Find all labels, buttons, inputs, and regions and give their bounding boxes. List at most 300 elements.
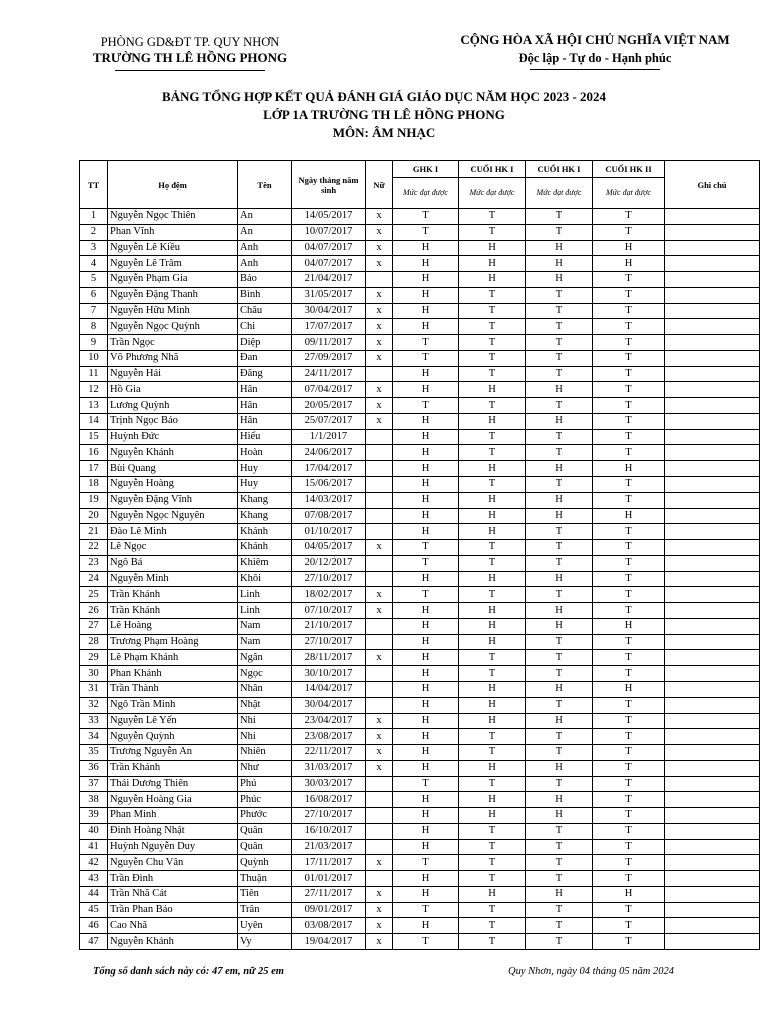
cell-cuoi-hk2: T bbox=[593, 634, 665, 650]
cell-ghk1: H bbox=[393, 839, 459, 855]
cell-tt: 30 bbox=[80, 666, 108, 682]
cell-ten: Như bbox=[238, 760, 292, 776]
cell-ho-dem: Trần Nhã Cát bbox=[108, 886, 238, 902]
cell-cuoi-hk1-a: T bbox=[459, 366, 526, 382]
cell-ho-dem: Đào Lê Minh bbox=[108, 524, 238, 540]
cell-cuoi-hk1-b: T bbox=[526, 745, 593, 761]
cell-nu: x bbox=[366, 760, 393, 776]
cell-cuoi-hk1-b: T bbox=[526, 902, 593, 918]
cell-ngay-sinh: 03/08/2017 bbox=[292, 918, 366, 934]
cell-ghk1: H bbox=[393, 886, 459, 902]
cell-nu: x bbox=[366, 745, 393, 761]
cell-ghi-chu bbox=[665, 303, 760, 319]
cell-nu: x bbox=[366, 540, 393, 556]
cell-ho-dem: Ngô Trần Minh bbox=[108, 697, 238, 713]
cell-ghi-chu bbox=[665, 650, 760, 666]
department-name: PHÒNG GD&ĐT TP. QUY NHƠN bbox=[100, 35, 280, 49]
cell-ten: Bảo bbox=[238, 272, 292, 288]
cell-ngay-sinh: 27/10/2017 bbox=[292, 808, 366, 824]
table-row bbox=[80, 461, 760, 477]
table-row bbox=[80, 319, 760, 335]
cell-cuoi-hk1-b: H bbox=[526, 713, 593, 729]
table-row bbox=[80, 934, 760, 950]
cell-nu: x bbox=[366, 350, 393, 366]
cell-cuoi-hk1-b: H bbox=[526, 618, 593, 634]
cell-cuoi-hk2: T bbox=[593, 666, 665, 682]
cell-nu bbox=[366, 429, 393, 445]
cell-cuoi-hk1-a: H bbox=[459, 382, 526, 398]
cell-nu: x bbox=[366, 224, 393, 240]
cell-ngay-sinh: 30/10/2017 bbox=[292, 666, 366, 682]
cell-cuoi-hk2: T bbox=[593, 792, 665, 808]
cell-cuoi-hk2: T bbox=[593, 808, 665, 824]
cell-nu bbox=[366, 634, 393, 650]
cell-ghi-chu bbox=[665, 209, 760, 225]
cell-tt: 3 bbox=[80, 240, 108, 256]
cell-cuoi-hk1-b: T bbox=[526, 650, 593, 666]
cell-ghi-chu bbox=[665, 776, 760, 792]
cell-tt: 1 bbox=[80, 209, 108, 225]
cell-cuoi-hk1-a: H bbox=[459, 886, 526, 902]
cell-cuoi-hk1-a: T bbox=[459, 666, 526, 682]
national-header bbox=[440, 31, 750, 70]
cell-ghi-chu bbox=[665, 681, 760, 697]
table-row bbox=[80, 808, 760, 824]
cell-cuoi-hk1-b: T bbox=[526, 224, 593, 240]
cell-tt: 40 bbox=[80, 823, 108, 839]
cell-ngay-sinh: 16/10/2017 bbox=[292, 823, 366, 839]
cell-tt: 28 bbox=[80, 634, 108, 650]
cell-ho-dem: Phan Vĩnh bbox=[108, 224, 238, 240]
cell-ghi-chu bbox=[665, 272, 760, 288]
table-row bbox=[80, 571, 760, 587]
cell-tt: 7 bbox=[80, 303, 108, 319]
cell-nu bbox=[366, 681, 393, 697]
table-row bbox=[80, 256, 760, 272]
cell-ngay-sinh: 07/08/2017 bbox=[292, 508, 366, 524]
cell-ngay-sinh: 04/07/2017 bbox=[292, 256, 366, 272]
cell-cuoi-hk1-b: H bbox=[526, 461, 593, 477]
cell-cuoi-hk2: T bbox=[593, 571, 665, 587]
cell-ten: Quân bbox=[238, 823, 292, 839]
cell-tt: 37 bbox=[80, 776, 108, 792]
cell-ten: Thuận bbox=[238, 871, 292, 887]
cell-cuoi-hk1-b: T bbox=[526, 839, 593, 855]
cell-cuoi-hk1-a: T bbox=[459, 650, 526, 666]
document-titles bbox=[0, 88, 768, 142]
cell-ngay-sinh: 22/11/2017 bbox=[292, 745, 366, 761]
cell-ten: Nhiên bbox=[238, 745, 292, 761]
cell-cuoi-hk2: H bbox=[593, 886, 665, 902]
cell-ho-dem: Lê Ngọc bbox=[108, 540, 238, 556]
table-row bbox=[80, 382, 760, 398]
cell-ngay-sinh: 19/04/2017 bbox=[292, 934, 366, 950]
table-row bbox=[80, 587, 760, 603]
table-row bbox=[80, 413, 760, 429]
cell-cuoi-hk2: T bbox=[593, 413, 665, 429]
cell-nu bbox=[366, 492, 393, 508]
cell-nu bbox=[366, 272, 393, 288]
cell-cuoi-hk1-b: T bbox=[526, 634, 593, 650]
cell-ten: Nhi bbox=[238, 713, 292, 729]
cell-cuoi-hk1-b: T bbox=[526, 776, 593, 792]
cell-ghk1: T bbox=[393, 587, 459, 603]
cell-ghi-chu bbox=[665, 886, 760, 902]
cell-ghk1: T bbox=[393, 776, 459, 792]
cell-cuoi-hk1-b: H bbox=[526, 571, 593, 587]
col-header-cuoi-hk2: CUỐI HK II bbox=[593, 161, 665, 178]
cell-ghk1: H bbox=[393, 287, 459, 303]
cell-ho-dem: Huỳnh Nguyễn Duy bbox=[108, 839, 238, 855]
col-header-ten: Tên bbox=[238, 161, 292, 209]
cell-ghi-chu bbox=[665, 477, 760, 493]
col-header-ho-dem: Họ đệm bbox=[108, 161, 238, 209]
cell-ho-dem: Võ Phương Nhã bbox=[108, 350, 238, 366]
table-row bbox=[80, 209, 760, 225]
cell-ten: Hoàn bbox=[238, 445, 292, 461]
cell-tt: 27 bbox=[80, 618, 108, 634]
cell-ho-dem: Nguyễn Chu Vân bbox=[108, 855, 238, 871]
table-row bbox=[80, 477, 760, 493]
cell-cuoi-hk1-b: T bbox=[526, 729, 593, 745]
cell-ghi-chu bbox=[665, 823, 760, 839]
col-header-cuoi-hk1-a: CUỐI HK I bbox=[459, 161, 526, 178]
cell-ghk1: H bbox=[393, 745, 459, 761]
cell-ho-dem: Nguyễn Minh bbox=[108, 571, 238, 587]
cell-tt: 14 bbox=[80, 413, 108, 429]
cell-ngay-sinh: 10/07/2017 bbox=[292, 224, 366, 240]
table-row bbox=[80, 886, 760, 902]
table-row bbox=[80, 697, 760, 713]
cell-cuoi-hk1-a: T bbox=[459, 555, 526, 571]
cell-cuoi-hk1-a: T bbox=[459, 303, 526, 319]
cell-nu: x bbox=[366, 650, 393, 666]
cell-ho-dem: Trần Phan Bảo bbox=[108, 902, 238, 918]
table-row bbox=[80, 224, 760, 240]
place-date: Quy Nhơn, ngày 04 tháng 05 năm 2024 bbox=[508, 966, 675, 977]
cell-ngay-sinh: 09/11/2017 bbox=[292, 335, 366, 351]
cell-cuoi-hk1-a: T bbox=[459, 776, 526, 792]
col-header-ngay-sinh: Ngày tháng năm sinh bbox=[292, 161, 366, 209]
cell-tt: 25 bbox=[80, 587, 108, 603]
cell-ten: Ngân bbox=[238, 650, 292, 666]
nation-name: CỘNG HÒA XÃ HỘI CHỦ NGHĨA VIỆT NAM bbox=[460, 32, 730, 47]
cell-ngay-sinh: 31/05/2017 bbox=[292, 287, 366, 303]
cell-ho-dem: Trần Khánh bbox=[108, 760, 238, 776]
cell-tt: 6 bbox=[80, 287, 108, 303]
col-header-nu: Nữ bbox=[366, 161, 393, 209]
cell-cuoi-hk1-b: T bbox=[526, 697, 593, 713]
cell-cuoi-hk2: T bbox=[593, 555, 665, 571]
cell-nu: x bbox=[366, 603, 393, 619]
cell-ghk1: H bbox=[393, 697, 459, 713]
cell-ngay-sinh: 18/02/2017 bbox=[292, 587, 366, 603]
cell-ten: Chi bbox=[238, 319, 292, 335]
cell-ten: Quân bbox=[238, 839, 292, 855]
cell-tt: 36 bbox=[80, 760, 108, 776]
table-row bbox=[80, 366, 760, 382]
cell-ghk1: H bbox=[393, 618, 459, 634]
cell-ghk1: H bbox=[393, 461, 459, 477]
subheader-muc-dat: Mức đạt được bbox=[393, 178, 459, 209]
cell-tt: 2 bbox=[80, 224, 108, 240]
cell-nu bbox=[366, 508, 393, 524]
cell-cuoi-hk1-a: T bbox=[459, 429, 526, 445]
table-row bbox=[80, 871, 760, 887]
cell-cuoi-hk2: T bbox=[593, 477, 665, 493]
cell-ten: Uyên bbox=[238, 918, 292, 934]
cell-cuoi-hk1-a: T bbox=[459, 918, 526, 934]
cell-ten: Phú bbox=[238, 776, 292, 792]
cell-cuoi-hk1-a: H bbox=[459, 240, 526, 256]
cell-tt: 44 bbox=[80, 886, 108, 902]
cell-cuoi-hk1-a: T bbox=[459, 729, 526, 745]
col-header-ghk1: GHK I bbox=[393, 161, 459, 178]
cell-tt: 41 bbox=[80, 839, 108, 855]
cell-cuoi-hk1-b: T bbox=[526, 540, 593, 556]
cell-ho-dem: Nguyễn Hoàng Gia bbox=[108, 792, 238, 808]
table-row bbox=[80, 303, 760, 319]
cell-cuoi-hk1-b: H bbox=[526, 792, 593, 808]
cell-ngay-sinh: 1/1/2017 bbox=[292, 429, 366, 445]
cell-cuoi-hk1-a: T bbox=[459, 839, 526, 855]
cell-ghk1: H bbox=[393, 524, 459, 540]
cell-cuoi-hk1-b: T bbox=[526, 429, 593, 445]
cell-cuoi-hk1-a: T bbox=[459, 934, 526, 950]
cell-ten: Đăng bbox=[238, 366, 292, 382]
cell-ten: Nhật bbox=[238, 697, 292, 713]
cell-ghk1: H bbox=[393, 650, 459, 666]
cell-ho-dem: Huỳnh Đức bbox=[108, 429, 238, 445]
cell-tt: 39 bbox=[80, 808, 108, 824]
cell-cuoi-hk2: T bbox=[593, 382, 665, 398]
table-row bbox=[80, 429, 760, 445]
cell-cuoi-hk1-a: T bbox=[459, 398, 526, 414]
cell-ten: Hiếu bbox=[238, 429, 292, 445]
cell-cuoi-hk1-b: H bbox=[526, 492, 593, 508]
cell-cuoi-hk1-b: H bbox=[526, 681, 593, 697]
cell-cuoi-hk2: T bbox=[593, 871, 665, 887]
cell-ho-dem: Trịnh Ngọc Bảo bbox=[108, 413, 238, 429]
cell-ho-dem: Lương Quỳnh bbox=[108, 398, 238, 414]
cell-cuoi-hk1-a: H bbox=[459, 760, 526, 776]
results-table bbox=[79, 160, 760, 950]
cell-ho-dem: Nguyễn Đặng Vĩnh bbox=[108, 492, 238, 508]
cell-cuoi-hk2: T bbox=[593, 855, 665, 871]
cell-cuoi-hk2: T bbox=[593, 776, 665, 792]
cell-ho-dem: Nguyễn Hải bbox=[108, 366, 238, 382]
cell-ghk1: T bbox=[393, 855, 459, 871]
cell-cuoi-hk2: H bbox=[593, 681, 665, 697]
cell-nu: x bbox=[366, 934, 393, 950]
cell-ghk1: H bbox=[393, 713, 459, 729]
cell-ngay-sinh: 31/03/2017 bbox=[292, 760, 366, 776]
cell-ghi-chu bbox=[665, 524, 760, 540]
cell-cuoi-hk1-b: T bbox=[526, 350, 593, 366]
cell-cuoi-hk1-b: T bbox=[526, 587, 593, 603]
cell-cuoi-hk1-b: H bbox=[526, 240, 593, 256]
cell-cuoi-hk2: T bbox=[593, 303, 665, 319]
cell-cuoi-hk1-a: H bbox=[459, 461, 526, 477]
cell-ngay-sinh: 30/04/2017 bbox=[292, 303, 366, 319]
cell-cuoi-hk1-a: H bbox=[459, 681, 526, 697]
cell-ten: Khôi bbox=[238, 571, 292, 587]
cell-ghk1: T bbox=[393, 209, 459, 225]
cell-ghk1: H bbox=[393, 429, 459, 445]
table-row bbox=[80, 729, 760, 745]
cell-ghk1: T bbox=[393, 224, 459, 240]
cell-ghk1: H bbox=[393, 319, 459, 335]
cell-nu bbox=[366, 666, 393, 682]
cell-ten: Đan bbox=[238, 350, 292, 366]
cell-cuoi-hk2: H bbox=[593, 508, 665, 524]
cell-ho-dem: Trần Đình bbox=[108, 871, 238, 887]
school-underline bbox=[115, 70, 265, 71]
cell-ho-dem: Nguyễn Quỳnh bbox=[108, 729, 238, 745]
cell-ghk1: T bbox=[393, 398, 459, 414]
cell-ghk1: T bbox=[393, 350, 459, 366]
cell-ten: Hân bbox=[238, 413, 292, 429]
cell-ho-dem: Nguyễn Ngọc Thiên bbox=[108, 209, 238, 225]
cell-tt: 10 bbox=[80, 350, 108, 366]
cell-ho-dem: Nguyễn Đặng Thanh bbox=[108, 287, 238, 303]
cell-ghi-chu bbox=[665, 902, 760, 918]
cell-cuoi-hk1-b: H bbox=[526, 886, 593, 902]
cell-cuoi-hk2: T bbox=[593, 823, 665, 839]
cell-nu bbox=[366, 618, 393, 634]
cell-cuoi-hk2: T bbox=[593, 760, 665, 776]
cell-tt: 38 bbox=[80, 792, 108, 808]
cell-cuoi-hk2: T bbox=[593, 603, 665, 619]
cell-ho-dem: Cao Nhã bbox=[108, 918, 238, 934]
cell-cuoi-hk1-b: T bbox=[526, 871, 593, 887]
cell-ghk1: H bbox=[393, 571, 459, 587]
cell-nu: x bbox=[366, 382, 393, 398]
table-row bbox=[80, 240, 760, 256]
cell-nu: x bbox=[366, 855, 393, 871]
cell-nu bbox=[366, 445, 393, 461]
cell-tt: 19 bbox=[80, 492, 108, 508]
col-header-ghi-chu: Ghi chú bbox=[665, 161, 760, 209]
cell-ghi-chu bbox=[665, 540, 760, 556]
cell-nu: x bbox=[366, 335, 393, 351]
cell-cuoi-hk2: T bbox=[593, 319, 665, 335]
cell-ten: Tiên bbox=[238, 886, 292, 902]
cell-ho-dem: Nguyễn Phạm Gia bbox=[108, 272, 238, 288]
cell-cuoi-hk1-b: T bbox=[526, 287, 593, 303]
cell-ghk1: T bbox=[393, 902, 459, 918]
motto-underline bbox=[530, 69, 660, 70]
cell-tt: 46 bbox=[80, 918, 108, 934]
table-row bbox=[80, 540, 760, 556]
cell-nu: x bbox=[366, 287, 393, 303]
table-row bbox=[80, 839, 760, 855]
cell-ten: Diệp bbox=[238, 335, 292, 351]
cell-tt: 13 bbox=[80, 398, 108, 414]
cell-nu bbox=[366, 571, 393, 587]
cell-ghi-chu bbox=[665, 934, 760, 950]
cell-ho-dem: Trương Nguyễn An bbox=[108, 745, 238, 761]
cell-nu bbox=[366, 871, 393, 887]
cell-ghk1: H bbox=[393, 303, 459, 319]
cell-cuoi-hk1-b: T bbox=[526, 823, 593, 839]
cell-cuoi-hk1-b: H bbox=[526, 256, 593, 272]
cell-tt: 11 bbox=[80, 366, 108, 382]
table-row bbox=[80, 681, 760, 697]
cell-ten: Khang bbox=[238, 492, 292, 508]
cell-ghk1: H bbox=[393, 413, 459, 429]
cell-ghk1: H bbox=[393, 792, 459, 808]
cell-ghi-chu bbox=[665, 398, 760, 414]
subject-title: MÔN: ÂM NHẠC bbox=[332, 125, 436, 140]
cell-cuoi-hk1-a: T bbox=[459, 871, 526, 887]
cell-ten: Khánh bbox=[238, 524, 292, 540]
cell-ten: Huy bbox=[238, 477, 292, 493]
cell-cuoi-hk2: T bbox=[593, 287, 665, 303]
cell-cuoi-hk2: T bbox=[593, 745, 665, 761]
issuer-block bbox=[70, 34, 310, 71]
cell-ghk1: H bbox=[393, 634, 459, 650]
cell-ho-dem: Phan Minh bbox=[108, 808, 238, 824]
cell-ten: Phước bbox=[238, 808, 292, 824]
cell-tt: 12 bbox=[80, 382, 108, 398]
cell-ho-dem: Nguyễn Lê Trâm bbox=[108, 256, 238, 272]
cell-cuoi-hk1-b: T bbox=[526, 477, 593, 493]
cell-ngay-sinh: 01/10/2017 bbox=[292, 524, 366, 540]
cell-ghk1: H bbox=[393, 760, 459, 776]
cell-cuoi-hk1-b: H bbox=[526, 272, 593, 288]
cell-ngay-sinh: 24/06/2017 bbox=[292, 445, 366, 461]
col-header-cuoi-hk1-b: CUỐI HK I bbox=[526, 161, 593, 178]
table-row bbox=[80, 335, 760, 351]
cell-ho-dem: Lê Hoàng bbox=[108, 618, 238, 634]
cell-ten: Trân bbox=[238, 902, 292, 918]
cell-cuoi-hk1-b: T bbox=[526, 934, 593, 950]
cell-tt: 18 bbox=[80, 477, 108, 493]
cell-ghi-chu bbox=[665, 666, 760, 682]
cell-ten: Hân bbox=[238, 398, 292, 414]
table-row bbox=[80, 855, 760, 871]
cell-ghk1: H bbox=[393, 508, 459, 524]
cell-ghi-chu bbox=[665, 224, 760, 240]
cell-cuoi-hk1-a: T bbox=[459, 540, 526, 556]
cell-tt: 26 bbox=[80, 603, 108, 619]
cell-ghk1: H bbox=[393, 256, 459, 272]
cell-cuoi-hk1-a: H bbox=[459, 524, 526, 540]
cell-ho-dem: Nguyễn Lê Kiều bbox=[108, 240, 238, 256]
cell-ghi-chu bbox=[665, 445, 760, 461]
cell-tt: 43 bbox=[80, 871, 108, 887]
cell-cuoi-hk2: T bbox=[593, 335, 665, 351]
cell-nu bbox=[366, 461, 393, 477]
cell-tt: 42 bbox=[80, 855, 108, 871]
cell-ho-dem: Nguyễn Ngọc Nguyên bbox=[108, 508, 238, 524]
cell-cuoi-hk1-b: H bbox=[526, 382, 593, 398]
cell-cuoi-hk1-b: T bbox=[526, 366, 593, 382]
cell-ten: Huy bbox=[238, 461, 292, 477]
cell-ho-dem: Trần Thành bbox=[108, 681, 238, 697]
cell-ghi-chu bbox=[665, 256, 760, 272]
cell-cuoi-hk2: T bbox=[593, 445, 665, 461]
cell-ghk1: H bbox=[393, 666, 459, 682]
cell-cuoi-hk1-a: H bbox=[459, 413, 526, 429]
cell-ho-dem: Phan Khánh bbox=[108, 666, 238, 682]
cell-ten: Phúc bbox=[238, 792, 292, 808]
cell-ghi-chu bbox=[665, 855, 760, 871]
cell-tt: 47 bbox=[80, 934, 108, 950]
cell-ghi-chu bbox=[665, 745, 760, 761]
cell-cuoi-hk1-a: T bbox=[459, 350, 526, 366]
